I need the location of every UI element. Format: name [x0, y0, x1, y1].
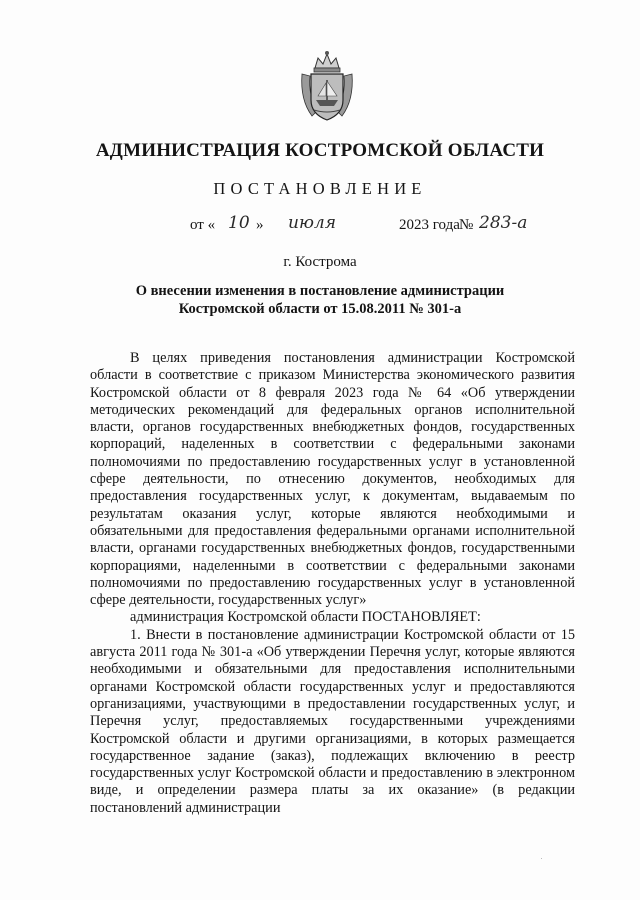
number-sign: №: [459, 217, 474, 233]
body-paragraph-item-1: 1. Внести в постановление администрации Костромской области от 15 августа 2011 года № 301-а «Об утверждении Перечня услуг, которые являются необходимыми и обязательными для предоставления исполнительными органами Костромской области государственных услуг и предоставляются организациями, участвующими в предоставлении государственных услуг, и Перечня услуг, предоставляемых государственными учреждениями Костромской области и другими организациями, в которых размещается государственное задание (заказ), подлежащих включению в реестр государственных услуг Костромской области и предоставлению в электронном виде, и определении размера платы за их оказание» (в редакции постановлений администрации: [90, 626, 575, 816]
document-type-heading: ПОСТАНОВЛЕНИЕ: [213, 179, 427, 198]
body-paragraph-preamble: В целях приведения постановления администрации Костромской области в соответствие с приказом Министерства экономического развития Костромской области от 8 февраля 2023 года № 64 «Об утверждении методических рекомендаций для федеральных органов исполнительной власти, органов государственных внебюджетных фондов, государственных корпораций, наделенных в соответствии с федеральными законами полномочиями по предоставлению государственных услуг в установленной сфере деятельности, по отнесению документов, необходимых для предоставления государственных услуг, к документам, выдаваемым по результатам оказания услуг, которые являются необходимыми и обязательными для предоставления федеральными органами исполнительной власти, органами государственных внебюджетных фондов, государственными корпорациями, наделенными в соответствии с федеральными законами полномочиями по предоставлению государственных услуг в установленной сфере деятельности, государственных услуг»: [90, 350, 575, 609]
organization-title: АДМИНИСТРАЦИЯ КОСТРОМСКОЙ ОБЛАСТИ: [95, 140, 545, 161]
document-number-handwritten: 283-а: [479, 213, 528, 233]
city-name: г. Кострома: [283, 254, 357, 270]
coat-of-arms-emblem: [298, 50, 356, 126]
date-quote-close: »: [256, 217, 264, 233]
body-paragraph-resolves: администрация Костромской области ПОСТАНОВЛЯЕТ:: [130, 609, 481, 626]
date-year: 2023 года: [399, 217, 460, 233]
scan-speck: [541, 858, 542, 859]
subject-line-2: Костромской области от 15.08.2011 № 301-а: [178, 300, 462, 317]
document-body: [90, 350, 575, 817]
subject-line-1: О внесении изменения в постановление администрации: [135, 283, 505, 299]
date-day-handwritten: 10: [228, 213, 250, 233]
date-month-handwritten: июля: [288, 213, 336, 233]
date-prefix: от «: [190, 217, 216, 233]
document-subject: [120, 283, 520, 318]
